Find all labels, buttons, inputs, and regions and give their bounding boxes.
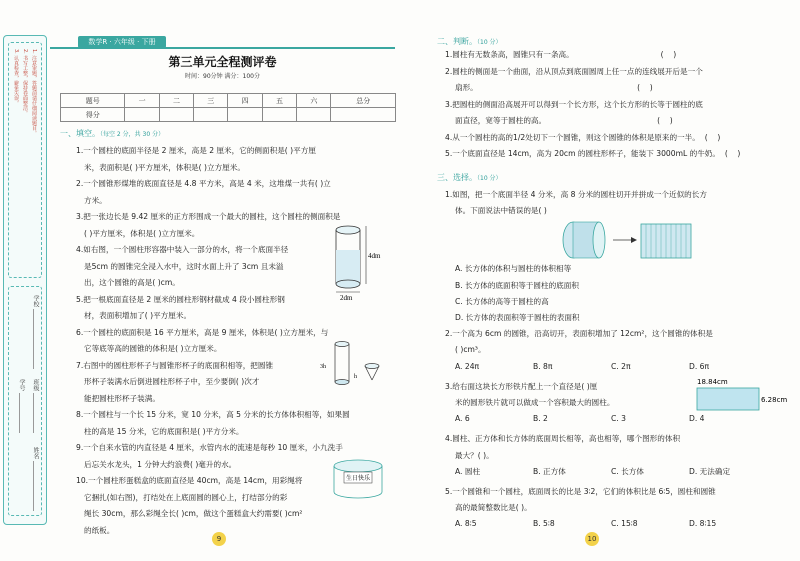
instruction-note-2: 2. 书写工整，保持卷面整洁。 bbox=[22, 49, 28, 116]
score-cell: 题号 bbox=[61, 94, 125, 108]
judge-4-line: 4.从一个圆柱的高的1/2处切下一个圆锥，则这个圆锥的体积是原来的一半。 ( ) bbox=[445, 132, 721, 142]
page-number-10: 10 bbox=[585, 532, 599, 546]
choice-1-line: 体。下面说法中错误的是( ) bbox=[455, 206, 547, 216]
score-table bbox=[60, 93, 396, 122]
school-label: 学校 bbox=[32, 295, 39, 307]
score-cell: 六 bbox=[297, 94, 331, 108]
class-label: 班级 bbox=[32, 379, 39, 391]
section-1-note: （每空 2 分，共 30 分） bbox=[100, 131, 165, 138]
instructions-box bbox=[8, 42, 42, 278]
choice-5-line: 高的最简整数比是( )。 bbox=[455, 503, 532, 513]
rectangle-sheet-figure bbox=[695, 376, 787, 412]
question-5-line: 5.把一根底面直径是 2 厘米的圆柱形钢材截成 4 段小圆柱形钢 bbox=[76, 294, 285, 304]
score-cell: 四 bbox=[228, 94, 262, 108]
cone-height-label: h bbox=[354, 374, 357, 380]
choice-5-option[interactable]: B. 5∶8 bbox=[533, 519, 555, 529]
choice-2-option[interactable]: C. 2π bbox=[611, 361, 631, 371]
question-4-line: 4.如右图，一个圆柱形容器中装入一部分的水，将一个底面半径 bbox=[76, 245, 289, 254]
choice-3-option[interactable]: B. 2 bbox=[533, 414, 548, 424]
section-1-title: 一、填空。 bbox=[60, 129, 100, 138]
score-cell: 三 bbox=[194, 94, 228, 108]
question-6-line: 6.一个圆柱的底面积是 16 平方厘米，高是 9 厘米，体积是( )立方厘米，与 bbox=[76, 327, 329, 337]
instruction-note-1: 1. 注意审题，答题前请仔细阅读题目。 bbox=[31, 49, 37, 136]
cylinder-figure bbox=[328, 222, 388, 300]
question-6-line: 它等底等高的圆锥的体积是( )立方厘米。 bbox=[84, 344, 222, 353]
question-1-line: 米，表面积是( )平方厘米，体积是( )立方厘米。 bbox=[84, 162, 245, 172]
rect-height-label: 6.28cm bbox=[761, 396, 787, 404]
choice-3-option[interactable]: C. 3 bbox=[611, 414, 626, 424]
choice-4-option[interactable]: C. 长方体 bbox=[611, 466, 644, 476]
choice-4-option[interactable]: D. 无法确定 bbox=[689, 466, 731, 476]
student-info-box bbox=[8, 286, 42, 516]
cylinder-height-label: 4dm bbox=[368, 252, 381, 260]
question-8-line: 8.一个圆柱与一个长 15 分米，宽 10 分米，高 5 分米的长方体体积相等，如果圆 bbox=[76, 410, 350, 419]
cake-box-figure bbox=[330, 458, 390, 502]
score-cell: 二 bbox=[159, 94, 193, 108]
cup-height-label: 3h bbox=[320, 364, 326, 370]
question-7-line: 7.右图中的圆柱形杯子与圆锥形杯子的底面积相等，把圆锥 bbox=[76, 360, 274, 370]
section-2-title: 二、判断。 bbox=[437, 37, 477, 46]
score-input-cell[interactable] bbox=[331, 108, 396, 122]
judge-2-line: 2.圆柱的侧面是一个曲面，沿从顶点到底面圆周上任一点的连线展开后是一个 bbox=[445, 66, 703, 76]
score-table-header-row bbox=[61, 94, 396, 108]
choice-5-option[interactable]: A. 8∶5 bbox=[455, 519, 477, 529]
number-label: 学号 bbox=[18, 379, 25, 391]
score-cell: 得分 bbox=[61, 108, 125, 122]
judge-3-line: 3.把圆柱的侧面沿高展开可以得到一个长方形，这个长方形的长等于圆柱的底 bbox=[445, 99, 703, 109]
rect-width-label: 18.84cm bbox=[697, 378, 728, 386]
question-4-line: 出，这个圆锥的高是( )cm。 bbox=[84, 278, 180, 287]
question-9-line: 后忘关水龙头，1 分钟大约浪费( )毫升的水。 bbox=[84, 459, 237, 469]
cylinder-width-label: 2dm bbox=[340, 294, 353, 300]
judge-1-line: 1.圆柱有无数条高，圆锥只有一条高。 ( ) bbox=[445, 50, 677, 59]
choice-4-option[interactable]: B. 正方体 bbox=[533, 466, 566, 476]
question-10-line: 10.一个圆柱形蛋糕盒的底面直径是 40cm，高是 14cm，用彩绳将 bbox=[76, 476, 303, 485]
score-table-score-row bbox=[61, 108, 396, 122]
section-3-note: （10 分） bbox=[477, 175, 502, 182]
question-7-line: 能把圆柱形杯子装满。 bbox=[84, 393, 160, 403]
score-input-cell[interactable] bbox=[159, 108, 193, 122]
name-label: 姓名 bbox=[32, 447, 39, 459]
question-8-line: 柱的高是 15 分米，它的底面积是( )平方分米。 bbox=[84, 426, 244, 436]
score-cell: 一 bbox=[125, 94, 159, 108]
choice-1-option: A. 长方体的体积与圆柱的体积相等 bbox=[455, 264, 572, 274]
choice-3-option[interactable]: A. 6 bbox=[455, 414, 470, 424]
question-3-line: ( )平方厘米，体积是( )立方厘米。 bbox=[84, 228, 200, 238]
score-input-cell[interactable] bbox=[228, 108, 262, 122]
score-input-cell[interactable] bbox=[297, 108, 331, 122]
page-subtitle: 时间：90分钟 满分：100分 bbox=[185, 73, 260, 80]
choice-4-line: 最大？( )。 bbox=[455, 450, 494, 460]
choice-5-option[interactable]: C. 15∶8 bbox=[611, 519, 638, 529]
question-2-line: 方米。 bbox=[84, 195, 107, 205]
choice-1-option: D. 长方体的表面积等于圆柱的表面积 bbox=[455, 313, 580, 322]
page-number-9: 9 bbox=[212, 532, 226, 546]
choice-1-option: B. 长方体的底面积等于圆柱的底面积 bbox=[455, 280, 579, 290]
cake-box-label: 生日快乐 bbox=[346, 475, 371, 482]
grade-tab: 数学R · 六年级 · 下册 bbox=[78, 36, 166, 48]
judge-2-line: 扇形。 ( ) bbox=[455, 83, 653, 92]
choice-3-line: 米的圆形铁片就可以做成一个容积最大的圆柱。 bbox=[455, 398, 615, 407]
cylinder-to-cuboid-figure bbox=[553, 218, 703, 264]
choice-2-option[interactable]: D. 6π bbox=[689, 361, 710, 371]
page-title: 第三单元全程测评卷 bbox=[168, 55, 277, 69]
section-3-heading bbox=[437, 172, 502, 183]
choice-4-line: 4.圆柱、正方体和长方体的底面周长相等，高也相等，哪个图形的体积 bbox=[445, 434, 681, 444]
choice-5-option[interactable]: D. 8∶15 bbox=[689, 519, 717, 529]
question-3-line: 3.把一张边长是 9.42 厘米的正方形围成一个最大的圆柱，这个圆柱的侧面积是 bbox=[76, 212, 341, 221]
score-cell: 总分 bbox=[331, 94, 396, 108]
question-2-line: 2.一个圆锥形煤堆的底面直径是 4.8 平方米，高是 4 米，这堆煤一共有( )立 bbox=[76, 179, 331, 188]
binding-strip bbox=[3, 35, 47, 525]
choice-3-line: 3.给右面这块长方形铁片配上一个直径是( )厘 bbox=[445, 381, 598, 391]
section-1-heading bbox=[60, 128, 164, 139]
judge-3-line: 面直径，宽等于圆柱的高。 ( ) bbox=[455, 116, 673, 125]
choice-2-line: 2.一个高为 6cm 的圆锥，沿高切开，表面积增加了 12cm²，这个圆锥的体积是 bbox=[445, 329, 713, 339]
score-input-cell[interactable] bbox=[125, 108, 159, 122]
question-7-line: 形杯子装满水后倒进圆柱形杯子中，至少要倒( )次才 bbox=[84, 377, 260, 386]
section-3-title: 三、选择。 bbox=[437, 173, 477, 182]
instruction-note-3: 3. 认真检查，避免失误。 bbox=[13, 49, 19, 106]
question-5-line: 材，表面积增加了( )平方厘米。 bbox=[84, 311, 192, 320]
choice-3-option[interactable]: D. 4 bbox=[689, 414, 705, 424]
question-10-line: 的纸板。 bbox=[84, 525, 115, 535]
score-cell: 五 bbox=[262, 94, 296, 108]
score-input-cell[interactable] bbox=[194, 108, 228, 122]
question-1-line: 1.一个圆柱的底面半径是 2 厘米，高是 2 厘米，它的侧面积是( )平方厘 bbox=[76, 146, 316, 155]
header-rule bbox=[50, 47, 395, 49]
section-2-note: （10 分） bbox=[477, 39, 502, 46]
question-9-line: 9.一个自来水管的内直径是 4 厘米，水管内水的流速是每秒 10 厘米，小九洗手 bbox=[76, 443, 343, 452]
question-10-line: 绳长 30cm，那么彩绳全长( )cm，做这个蛋糕盒大约需要( )cm² bbox=[84, 509, 303, 518]
choice-2-option[interactable]: B. 8π bbox=[533, 361, 553, 371]
cups-figure bbox=[320, 338, 390, 388]
choice-1-option: C. 长方体的高等于圆柱的高 bbox=[455, 296, 549, 306]
choice-2-option[interactable]: A. 24π bbox=[455, 361, 480, 371]
choice-2-line: ( )cm³。 bbox=[455, 345, 486, 355]
judge-5-line: 5.一个底面直径是 14cm，高为 20cm 的圆柱形杯子，能装下 3000mL 的牛奶。 ( ) bbox=[445, 149, 741, 158]
choice-1-line: 1.如图，把一个底面半径 4 分米，高 8 分米的圆柱切开并拼成一个近似的长方 bbox=[445, 190, 707, 199]
choice-4-option[interactable]: A. 圆柱 bbox=[455, 466, 481, 476]
choice-5-line: 5.一个圆锥和一个圆柱，底面周长的比是 3∶2，它们的体积比是 6∶5，圆柱和圆锥 bbox=[445, 487, 716, 496]
question-10-line: 它捆扎(如右图)，打结处在上底面圆的圆心上，打结部分的彩 bbox=[84, 492, 288, 502]
score-input-cell[interactable] bbox=[262, 108, 296, 122]
question-4-line: 是5cm 的圆锥完全浸入水中，这时水面上升了 3cm 且未溢 bbox=[84, 261, 284, 271]
